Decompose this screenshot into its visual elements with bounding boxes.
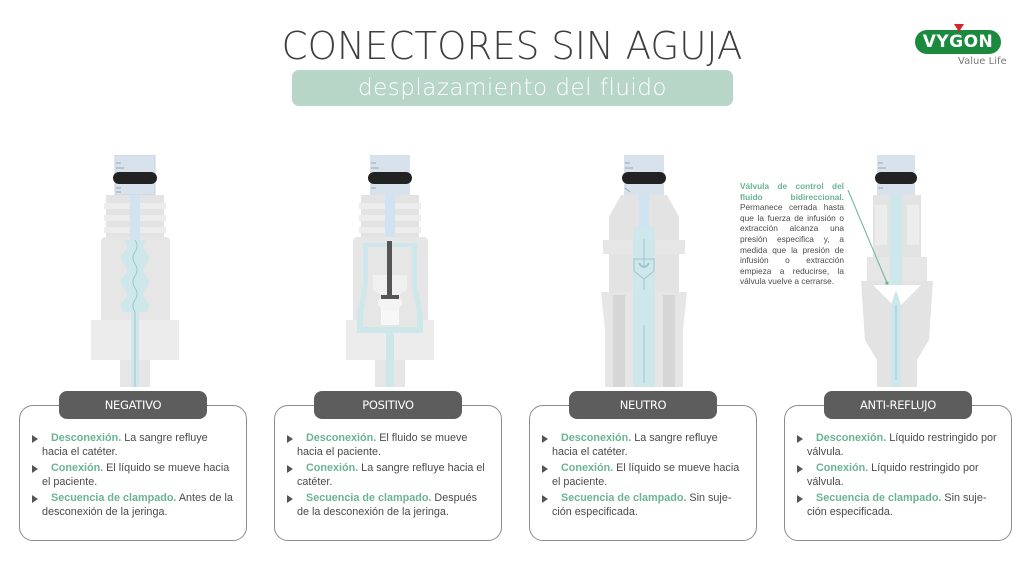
label-anti-reflujo [824,391,972,419]
list-item [797,432,1001,459]
triangle-bullet-icon [32,435,38,443]
item-lead: Conexión. [306,462,359,474]
logo-tagline: Value Life [958,56,1007,67]
triangle-bullet-icon [32,495,38,503]
item-text: Líquido restringido por válvula. [807,432,997,458]
item-text: El líquido se mueve hacia el paciente. [42,462,230,488]
item-text: Líquido restringido por válvula. [807,462,979,488]
item-lead: Secuencia de clampado. [306,492,432,504]
valve-annotation [740,181,844,287]
list-item [287,432,491,459]
item-text: El líquido se mueve hacia el paciente. [552,462,740,488]
card-negativo [19,405,247,541]
triangle-bullet-icon [542,465,548,473]
triangle-bullet-icon [542,495,548,503]
triangle-bullet-icon [797,435,803,443]
item-text: Antes de la desconexión de la jeringa. [42,492,233,518]
annotation-lead: Válvula de control del fluido bidireccional. [740,181,844,202]
triangle-bullet-icon [797,465,803,473]
label-text: POSITIVO [362,398,414,412]
annotation-pointer [840,180,900,290]
triangle-bullet-icon [287,495,293,503]
logo-brand: VYGON [922,32,994,52]
triangle-bullet-icon [542,435,548,443]
label-neutro [569,391,717,419]
label-text: NEUTRO [619,398,667,412]
triangle-bullet-icon [797,495,803,503]
label-text: NEGATIVO [104,398,162,412]
item-lead: Secuencia de clampado. [816,492,942,504]
item-text: Después de la desconexión de la jeringa. [297,492,478,518]
list-item [287,462,491,489]
logo-triangle-icon [954,24,964,32]
card-list [797,432,1001,522]
item-text: Sin suje-ción especificada. [807,492,987,518]
positive-connector-illustration [343,155,453,390]
item-lead: Conexión. [561,462,614,474]
item-lead: Secuencia de clampado. [51,492,177,504]
item-text: Sin suje-ción especificada. [552,492,732,518]
triangle-bullet-icon [287,465,293,473]
vygon-logo [915,24,1015,74]
item-text: La sangre refluye hacia el catéter. [297,462,485,488]
negative-connector-illustration [88,155,198,390]
list-item [797,462,1001,489]
list-item [32,432,236,459]
neutral-connector-illustration [593,155,703,390]
item-lead: Desconexión. [306,432,377,444]
annotation-text: Permanece cerrada hasta que la fuerza de infusión o extracción alcanza una presión especifica y, a medida que la presión de infusión o extracción empieza a reducirse, la válvula vuelve a cerrarse. [740,202,844,287]
label-positivo [314,391,462,419]
card-neutro [529,405,757,541]
card-positivo [274,405,502,541]
card-anti-reflujo [784,405,1012,541]
list-item [32,492,236,519]
label-negativo [59,391,207,419]
list-item [32,462,236,489]
list-item [287,492,491,519]
triangle-bullet-icon [287,435,293,443]
item-lead: Secuencia de clampado. [561,492,687,504]
triangle-bullet-icon [32,465,38,473]
item-text: El fluido se mueve hacia el paciente. [297,432,468,458]
label-text: ANTI-REFLUJO [859,398,936,412]
item-lead: Conexión. [816,462,869,474]
card-list [542,432,746,522]
item-lead: Desconexión. [816,432,887,444]
card-list [32,432,236,522]
list-item [797,492,1001,519]
item-text: La sangre refluye hacia el catéter. [42,432,208,458]
page-subtitle: desplazamiento del fluido [358,75,667,101]
item-text: La sangre refluye hacia el catéter. [552,432,718,458]
list-item [542,462,746,489]
subtitle-band [292,70,733,106]
item-lead: Conexión. [51,462,104,474]
card-list [287,432,491,522]
item-lead: Desconexión. [51,432,122,444]
page-title: CONECTORES SIN AGUJA [281,24,743,68]
list-item [542,432,746,459]
logo-pill [915,30,1001,54]
item-lead: Desconexión. [561,432,632,444]
list-item [542,492,746,519]
